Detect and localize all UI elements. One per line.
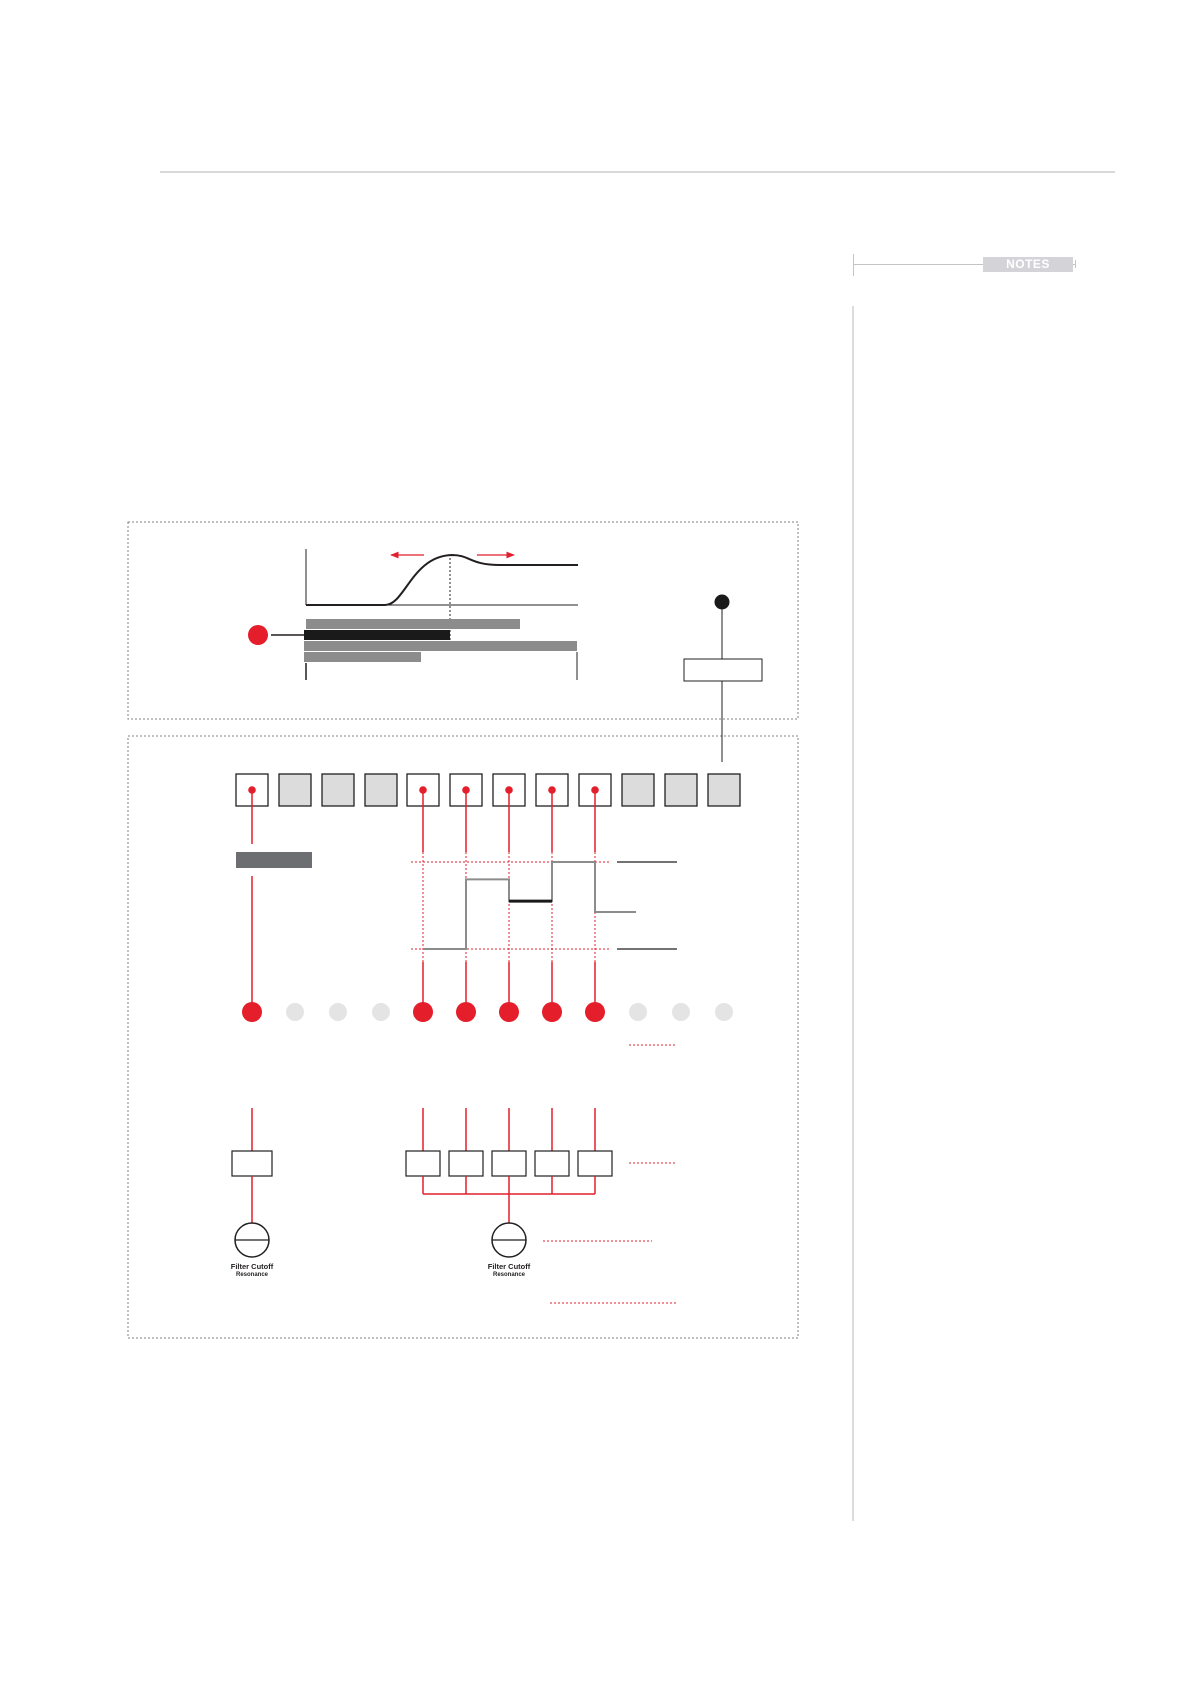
step-box-11 xyxy=(665,774,697,806)
gate-length-bar xyxy=(236,852,312,868)
step-box-10 xyxy=(622,774,654,806)
knob-right-label-main: Filter Cutoff xyxy=(487,1262,531,1271)
lane-bar-3 xyxy=(304,641,577,651)
step-dot-5 xyxy=(413,1002,433,1022)
step-dot-2 xyxy=(286,1003,304,1021)
source-dot xyxy=(248,625,268,645)
step-level-graph xyxy=(236,852,677,949)
sequencer-panel-frame xyxy=(128,736,798,1338)
knob-left-label-main: Filter Cutoff xyxy=(230,1262,274,1271)
knob-right-label xyxy=(464,1263,554,1279)
knob-right-label-sub: Resonance xyxy=(492,1272,525,1278)
destination-row xyxy=(232,1108,612,1223)
envelope-curve xyxy=(306,555,578,605)
dest-box-5 xyxy=(406,1151,440,1176)
lane-bar-1 xyxy=(306,619,520,629)
step-dot-1 xyxy=(242,1002,262,1022)
step-dot-7 xyxy=(499,1002,519,1022)
step-dot-3 xyxy=(329,1003,347,1021)
dest-box-6 xyxy=(449,1151,483,1176)
lane-bar-4 xyxy=(304,652,421,662)
step-dot-11 xyxy=(672,1003,690,1021)
step-row xyxy=(236,774,740,806)
dest-box-1 xyxy=(232,1151,272,1176)
step-box-12 xyxy=(708,774,740,806)
step-box-3 xyxy=(322,774,354,806)
knob-left xyxy=(235,1223,269,1257)
step-dot-6 xyxy=(456,1002,476,1022)
dest-box-9 xyxy=(578,1151,612,1176)
knob-right xyxy=(492,1223,526,1257)
envelope-bars xyxy=(248,619,577,662)
step-dot-4 xyxy=(372,1003,390,1021)
step-dot-10 xyxy=(629,1003,647,1021)
knob-left-label xyxy=(207,1263,297,1279)
lane-bar-2 xyxy=(304,630,450,640)
mod-source-dot xyxy=(715,595,730,610)
step-connectors xyxy=(252,790,595,1003)
knob-left-label-sub: Resonance xyxy=(235,1272,268,1278)
step-dot-8 xyxy=(542,1002,562,1022)
dest-box-7 xyxy=(492,1151,526,1176)
step-dot-row xyxy=(242,1002,733,1022)
modulation-source xyxy=(684,595,762,763)
step-dot-9 xyxy=(585,1002,605,1022)
step-box-2 xyxy=(279,774,311,806)
step-box-4 xyxy=(365,774,397,806)
step-dot-12 xyxy=(715,1003,733,1021)
dest-box-8 xyxy=(535,1151,569,1176)
notes-tab: NOTES xyxy=(983,257,1073,272)
mod-destination-box xyxy=(684,659,762,681)
